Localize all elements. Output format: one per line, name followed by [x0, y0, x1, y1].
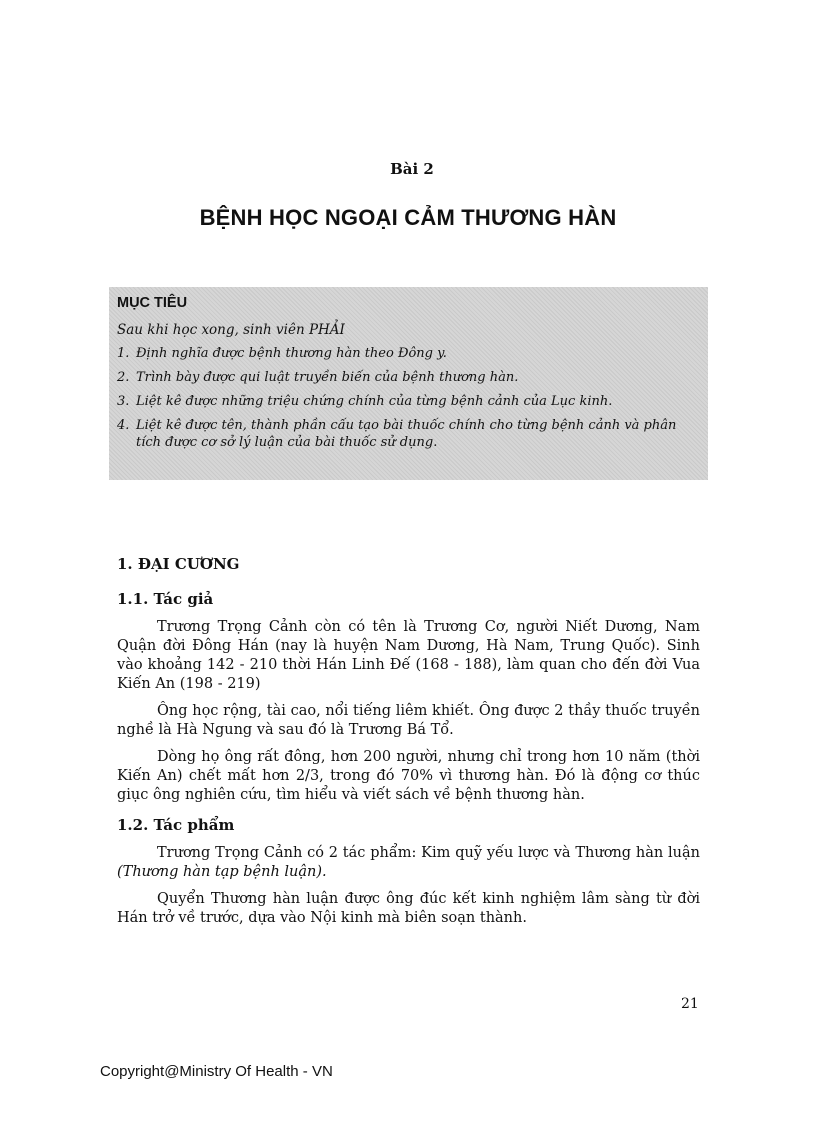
- section-heading: 1. ĐẠI CƯƠNG: [117, 555, 240, 573]
- subsection-heading: 1.2. Tác phẩm: [117, 816, 235, 834]
- page-number: 21: [681, 996, 699, 1012]
- objective-item: 3. Liệt kê được những triệu chứng chính của từng bệnh cảnh của Lục kinh.: [117, 394, 613, 409]
- paragraph: Trương Trọng Cảnh còn có tên là Trương Cơ, người Niết Dương, Nam Quận đời Đông Hán (nay là huyện Nam Dương, Hà Nam, Trung Quốc). Sinh vào khoảng 142 - 210 thời Hán Linh Đế (168 - 188), làm quan cho đến đời Vua Kiến An (198 - 219): [117, 619, 700, 692]
- copyright-footer: Copyright@Ministry Of Health - VN: [100, 1063, 333, 1080]
- lesson-label: Bài 2: [390, 160, 434, 178]
- objectives-intro: Sau khi học xong, sinh viên PHẢI: [117, 322, 345, 338]
- objectives-heading: MỤC TIÊU: [117, 295, 188, 311]
- paragraph: Trương Trọng Cảnh có 2 tác phẩm: Kim quỹ yếu lược và Thương hàn luận (Thương hàn tạp bệnh luận).: [117, 845, 700, 880]
- objective-item: 4. Liệt kê được tên, thành phần cấu tạo bài thuốc chính cho từng bệnh cảnh và phân tích được cơ sở lý luận của bài thuốc sử dụng.: [117, 418, 677, 450]
- page-title: BỆNH HỌC NGOẠI CẢM THƯƠNG HÀN: [199, 205, 617, 230]
- main-content: [117, 555, 700, 936]
- objective-item: 2. Trình bày được qui luật truyền biến của bệnh thương hàn.: [117, 370, 519, 385]
- objectives-list: [117, 345, 700, 451]
- paragraph: Quyển Thương hàn luận được ông đúc kết kinh nghiệm lâm sàng từ đời Hán trở về trước, dựa vào Nội kinh mà biên soạn thành.: [117, 891, 700, 926]
- paragraph: Dòng họ ông rất đông, hơn 200 người, nhưng chỉ trong hơn 10 năm (thời Kiến An) chết mất hơn 2/3, trong đó 70% vì thương hàn. Đó là động cơ thúc giục ông nghiên cứu, tìm hiểu và viết sách về bệnh thương hàn.: [117, 749, 700, 803]
- objectives-box: [109, 287, 708, 480]
- subsection-heading: 1.1. Tác giả: [117, 590, 214, 608]
- paragraph: Ông học rộng, tài cao, nổi tiếng liêm khiết. Ông được 2 thầy thuốc truyền nghề là Hà Ngung và sau đó là Trương Bá Tổ.: [117, 703, 700, 738]
- objective-item: 1. Định nghĩa được bệnh thương hàn theo Đông y.: [117, 346, 447, 361]
